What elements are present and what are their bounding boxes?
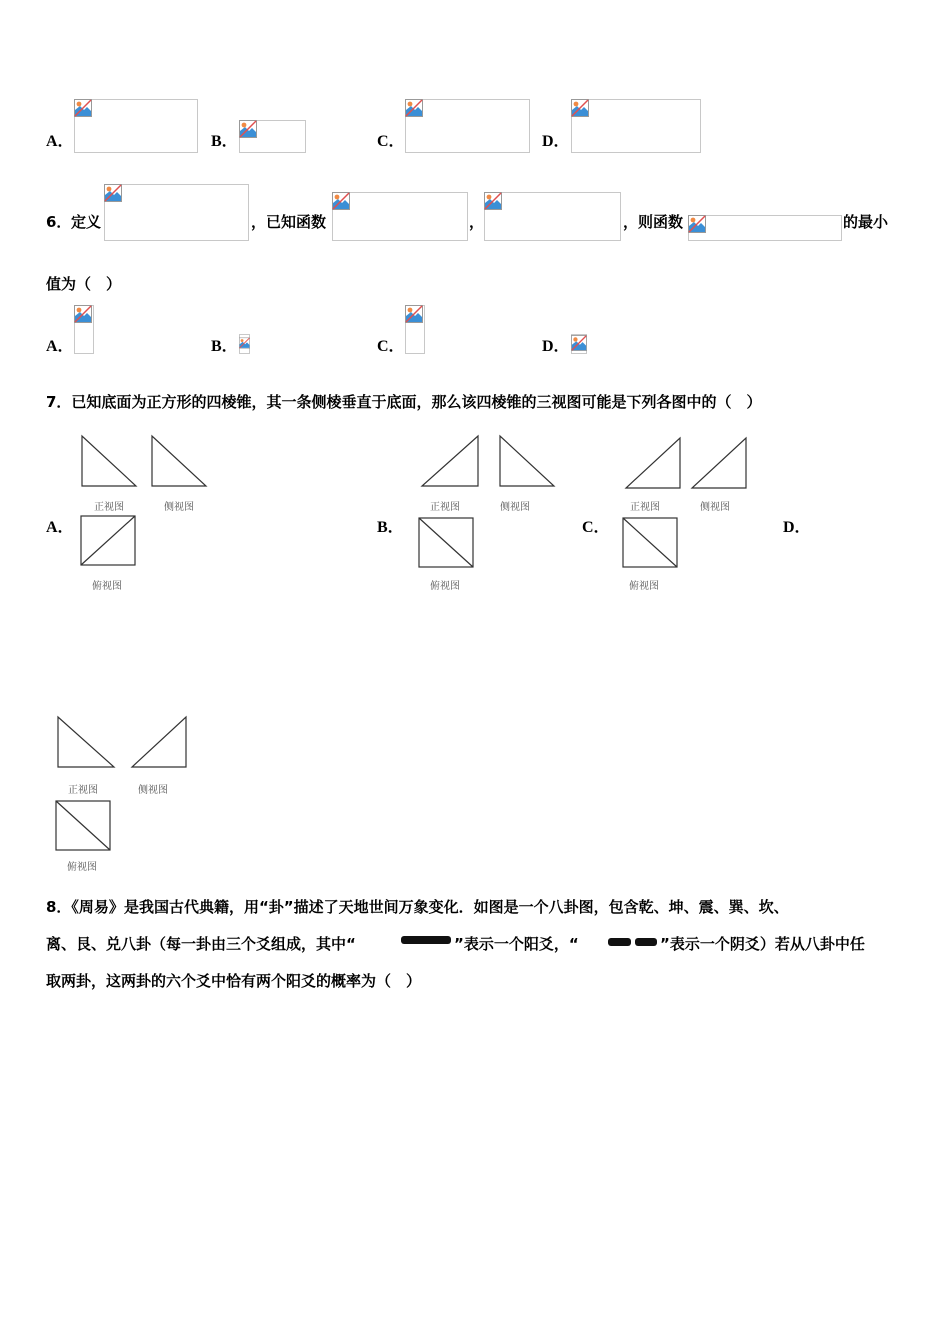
q7-option-d-three-views (52, 713, 197, 878)
q6-text-2: ，已知函数 (251, 213, 327, 231)
broken-image-icon (104, 184, 122, 202)
front-view-label: 正视图 (94, 502, 124, 513)
q6-option-d-image (571, 334, 587, 354)
broken-image-icon (239, 334, 250, 352)
broken-image-icon (571, 99, 589, 117)
broken-image-icon (405, 99, 423, 117)
q5-option-d-label: D． (542, 133, 570, 150)
q6-number: 6． (46, 213, 72, 231)
q8-line-2a: 离、艮、兑八卦（每一卦由三个爻组成，其中“ (46, 935, 356, 953)
q7-option-a-three-views (76, 432, 216, 597)
side-view-label: 侧视图 (500, 502, 530, 513)
top-view-diagonal (81, 516, 135, 565)
yang-line-symbol (401, 936, 451, 944)
broken-image-icon (571, 334, 587, 352)
q7-option-b-three-views (416, 432, 561, 597)
q6-text-4: ，则函数 (623, 213, 684, 231)
q6-option-b-image (239, 334, 250, 354)
front-view-label: 正视图 (68, 785, 98, 796)
q6-option-a-label: A． (46, 338, 74, 355)
q5-option-c-image (405, 99, 530, 153)
q6-text-6: 值为（ ） (46, 275, 122, 293)
q8-line-2b: ”表示一个阳爻，“ (454, 935, 579, 953)
side-view-triangle (692, 438, 746, 488)
top-view-diagonal (623, 518, 677, 567)
q6-option-d-label: D． (542, 338, 570, 355)
yin-line-symbol-left (608, 938, 631, 946)
top-view-label: 俯视图 (430, 581, 460, 592)
broken-image-icon (405, 305, 423, 323)
q5-option-b-label: B． (211, 133, 238, 150)
q6-target-function-image (688, 215, 842, 241)
q8-line-2c: ”表示一个阴爻）若从八卦中任 (660, 935, 865, 953)
q6-definition-image (104, 184, 249, 241)
q5-option-c-label: C． (377, 133, 405, 150)
q6-text-5: 的最小 (843, 213, 889, 231)
side-view-triangle (500, 436, 554, 486)
q5-option-b-image (239, 120, 306, 153)
front-view-triangle (58, 717, 114, 767)
broken-image-icon (239, 120, 257, 138)
q7-option-c-three-views (620, 432, 765, 597)
q7-option-c-label: C． (582, 519, 610, 536)
q7-question-text: 7．已知底面为正方形的四棱锥，其一条侧棱垂直于底面，那么该四棱锥的三视图可能是下列各图中的（ ） (46, 393, 762, 411)
q5-option-a-image (74, 99, 198, 153)
side-view-triangle (152, 436, 206, 486)
side-view-label: 侧视图 (700, 502, 730, 513)
top-view-label: 俯视图 (67, 862, 97, 873)
q6-option-b-label: B． (211, 338, 238, 355)
front-view-triangle (82, 436, 136, 486)
broken-image-icon (332, 192, 350, 210)
side-view-label: 侧视图 (138, 785, 168, 796)
broken-image-icon (688, 215, 706, 233)
q7-option-d-label: D． (783, 519, 811, 536)
q6-option-c-image (405, 305, 425, 354)
broken-image-icon (74, 305, 92, 323)
q7-option-b-label: B． (377, 519, 404, 536)
q6-function-g-image (484, 192, 621, 241)
q5-option-a-label: A． (46, 133, 74, 150)
yin-line-symbol-right (635, 938, 657, 946)
side-view-label: 侧视图 (164, 502, 194, 513)
q8-line-3: 取两卦，这两卦的六个爻中恰有两个阳爻的概率为（ ） (46, 972, 422, 990)
q5-option-d-image (571, 99, 701, 153)
side-view-triangle (132, 717, 186, 767)
q6-function-f-image (332, 192, 468, 241)
q6-option-a-image (74, 305, 94, 354)
q6-option-c-label: C． (377, 338, 405, 355)
broken-image-icon (74, 99, 92, 117)
broken-image-icon (484, 192, 502, 210)
q6-text-3: ， (469, 213, 485, 231)
q6-text-1: 定义 (71, 213, 102, 231)
front-view-triangle (626, 438, 680, 488)
top-view-diagonal (419, 518, 473, 567)
top-view-diagonal (56, 801, 110, 850)
top-view-label: 俯视图 (629, 581, 659, 592)
front-view-label: 正视图 (630, 502, 660, 513)
front-view-label: 正视图 (430, 502, 460, 513)
top-view-label: 俯视图 (92, 581, 122, 592)
q8-line-1: 8．《周易》是我国古代典籍，用“卦”描述了天地世间万象变化．如图是一个八卦图，包含乾、坤、震、巽、坎、 (46, 898, 789, 916)
front-view-triangle (422, 436, 478, 486)
q7-option-a-label: A． (46, 519, 74, 536)
